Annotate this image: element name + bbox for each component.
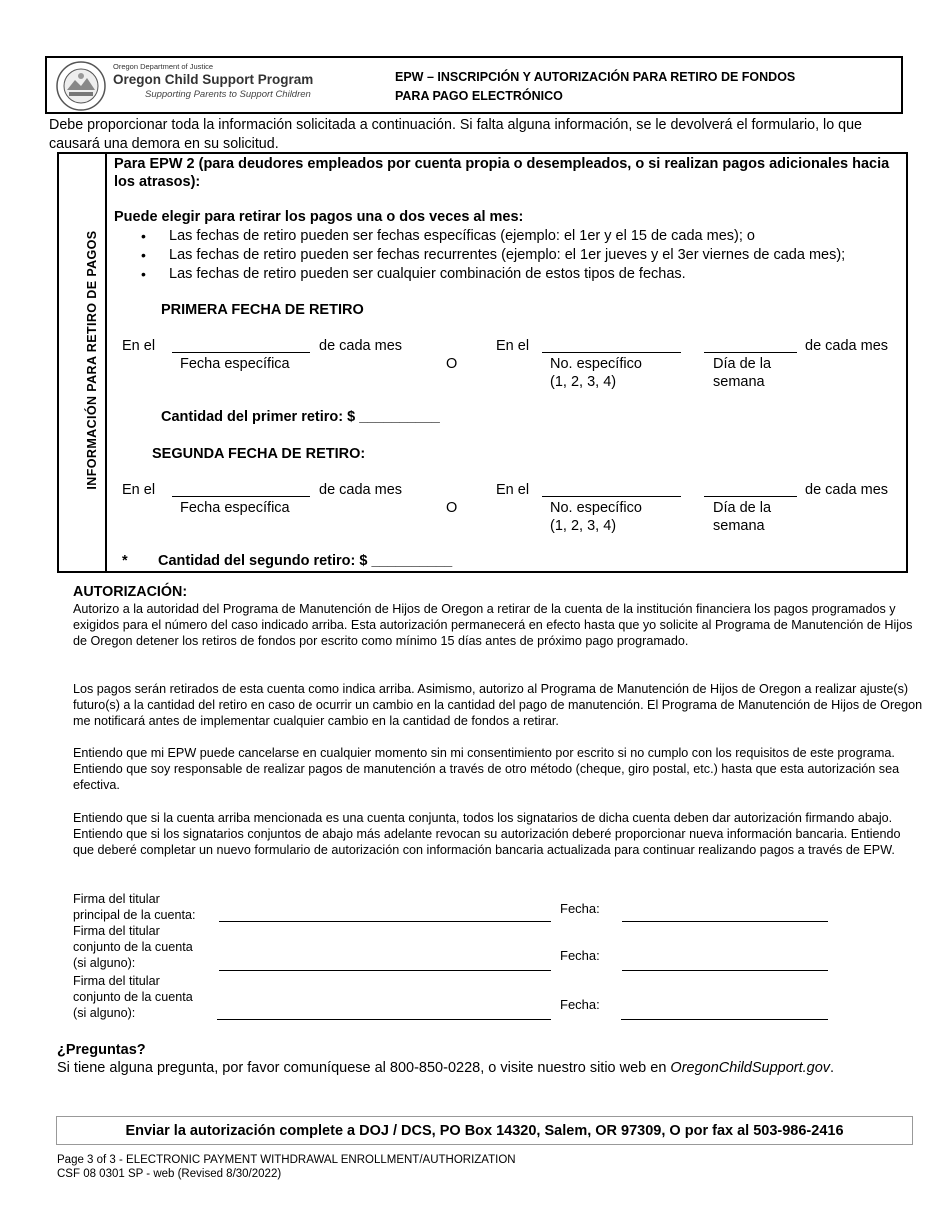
form-title-line2: PARA PAGO ELECTRÓNICO bbox=[395, 89, 563, 103]
second-weekday-field[interactable] bbox=[704, 496, 797, 497]
de-cada-mes-label: de cada mes bbox=[805, 482, 889, 498]
questions-body: Si tiene alguna pregunta, por favor comuníquese al 800-850-0228, o visite nuestro sitio web en bbox=[57, 1060, 671, 1076]
joint-signature-label-1 bbox=[73, 923, 218, 971]
de-cada-mes-label: de cada mes bbox=[805, 338, 889, 354]
joint-date-field-1[interactable] bbox=[622, 970, 828, 971]
list-item: • Las fechas de retiro pueden ser cualquier combinación de estos tipos de fechas. bbox=[141, 265, 911, 284]
label-line: principal de la cuenta: bbox=[73, 908, 196, 922]
form-number: CSF 08 0301 SP - web (Revised 8/30/2022) bbox=[57, 1168, 282, 1180]
date-label: Fecha: bbox=[560, 901, 600, 916]
department-name: Oregon Department of Justice bbox=[113, 62, 214, 71]
epw2-heading: Para EPW 2 (para deudores empleados por cuenta propia o desempleados, o si realizan pagos adicionales hacia los atrasos): bbox=[114, 156, 890, 190]
primary-signature-field[interactable] bbox=[219, 921, 551, 922]
second-specific-date-field[interactable] bbox=[172, 496, 310, 497]
program-tagline: Supporting Parents to Support Children bbox=[145, 89, 311, 100]
first-specific-date-field[interactable] bbox=[172, 352, 310, 353]
choose-instructions: Puede elegir para retirar los pagos una o dos veces al mes: bbox=[114, 209, 524, 225]
questions-heading: ¿Preguntas? bbox=[57, 1042, 146, 1058]
program-name: Oregon Child Support Program bbox=[113, 72, 314, 87]
de-cada-mes-label: de cada mes bbox=[319, 482, 403, 498]
questions-text bbox=[57, 1060, 834, 1076]
primary-date-field[interactable] bbox=[622, 921, 828, 922]
second-amount-field[interactable]: Cantidad del segundo retiro: $ __________ bbox=[158, 553, 453, 569]
semana-caption: semana bbox=[713, 374, 765, 390]
first-ordinal-field[interactable] bbox=[542, 352, 681, 353]
joint-signature-label-2 bbox=[73, 973, 218, 1021]
or-label: O bbox=[446, 356, 458, 372]
en-el-label: En el bbox=[122, 482, 156, 498]
label-line: Firma del titular bbox=[73, 924, 160, 938]
mailing-instructions: Enviar la autorización complete a DOJ / DCS, PO Box 14320, Salem, OR 97309, O por fax al 503-986-2416 bbox=[125, 1123, 844, 1139]
date-label: Fecha: bbox=[560, 997, 600, 1012]
en-el-label: En el bbox=[122, 338, 156, 354]
asterisk: * bbox=[122, 553, 128, 569]
label-line: Firma del titular bbox=[73, 974, 160, 988]
joint-signature-field-2[interactable] bbox=[217, 1019, 551, 1020]
page-footer-title: Page 3 of 3 - ELECTRONIC PAYMENT WITHDRAWAL ENROLLMENT/AUTHORIZATION bbox=[57, 1154, 516, 1166]
joint-signature-field-1[interactable] bbox=[219, 970, 551, 971]
list-item: • Las fechas de retiro pueden ser fechas específicas (ejemplo: el 1er y el 15 de cada mes); o bbox=[141, 227, 911, 246]
no-especifico-caption: No. específico bbox=[550, 356, 642, 372]
questions-period: . bbox=[830, 1060, 835, 1076]
date-options-list bbox=[141, 227, 911, 284]
or-label: O bbox=[446, 500, 458, 516]
label-line: Firma del titular bbox=[73, 892, 160, 906]
fecha-especifica-caption: Fecha específica bbox=[180, 500, 290, 516]
label-line: conjunto de la cuenta bbox=[73, 940, 193, 954]
form-title-line1: EPW – INSCRIPCIÓN Y AUTORIZACIÓN PARA RETIRO DE FONDOS bbox=[395, 70, 796, 84]
side-label: INFORMACIÓN PARA RETIRO DE PAGOS bbox=[85, 230, 99, 490]
second-ordinal-field[interactable] bbox=[542, 496, 681, 497]
authorization-paragraph-3: Entiendo que mi EPW puede cancelarse en cualquier momento sin mi consentimiento por escrito si no cumplo con los requisitos de este programa. Entiendo que soy responsable de realizar pagos de manutención a través de otro método (cheque, giro postal, etc.) hasta que esta autorización sea efectiva. bbox=[73, 746, 900, 792]
en-el-label: En el bbox=[496, 338, 530, 354]
label-line: conjunto de la cuenta bbox=[73, 990, 193, 1004]
authorization-paragraph-2: Los pagos serán retirados de esta cuenta como indica arriba. Asimismo, autorizo al Programa de Manutención de Hijos de Oregon a realizar ajuste(s) futuro(s) a la cantidad del retiro en caso de ocurrir un cambio en la cantidad del pago de manutención. El Programa de Manutención de Hijos de Oregon me notificará antes de implementar cualquier cambio en la cantidad de fondos a retirar. bbox=[73, 682, 923, 728]
list-item: • Las fechas de retiro pueden ser fechas recurrentes (ejemplo: el 1er jueves y el 3er viernes de cada mes); bbox=[141, 246, 911, 265]
en-el-label: En el bbox=[496, 482, 530, 498]
joint-date-field-2[interactable] bbox=[621, 1019, 828, 1020]
semana-caption: semana bbox=[713, 518, 765, 534]
oregon-state-seal-icon bbox=[53, 60, 109, 112]
label-line: (si alguno): bbox=[73, 956, 136, 970]
dia-de-la-caption: Día de la bbox=[713, 500, 772, 516]
second-date-heading: SEGUNDA FECHA DE RETIRO: bbox=[152, 446, 366, 462]
de-cada-mes-label: de cada mes bbox=[319, 338, 403, 354]
first-date-heading: PRIMERA FECHA DE RETIRO bbox=[161, 302, 364, 318]
no-especifico-range: (1, 2, 3, 4) bbox=[550, 518, 617, 534]
first-weekday-field[interactable] bbox=[704, 352, 797, 353]
no-especifico-caption: No. específico bbox=[550, 500, 642, 516]
primary-signature-label bbox=[73, 891, 218, 923]
website-link[interactable]: OregonChildSupport.gov bbox=[670, 1060, 831, 1076]
first-amount-field[interactable]: Cantidad del primer retiro: $ __________ bbox=[161, 409, 440, 425]
fecha-especifica-caption: Fecha específica bbox=[180, 356, 290, 372]
authorization-heading: AUTORIZACIÓN: bbox=[73, 584, 188, 600]
intro-instructions: Debe proporcionar toda la información solicitada a continuación. Si falta alguna información, se le devolverá el formulario, lo que causará una demora en su solicitud. bbox=[49, 117, 863, 152]
authorization-paragraph-4: Entiendo que si la cuenta arriba mencionada es una cuenta conjunta, todos los signatarios de dicha cuenta deben dar autorización firmando abajo. Entiendo que si los signatarios conjuntos de abajo más adelante revocan su autorización deberé proporcionar nueva información bancaria. Entiendo que deberé completar un nuevo formulario de autorización con información bancaria actualizada para continuar realizando pagos a través de EPW. bbox=[73, 811, 901, 857]
no-especifico-range: (1, 2, 3, 4) bbox=[550, 374, 617, 390]
dia-de-la-caption: Día de la bbox=[713, 356, 772, 372]
date-label: Fecha: bbox=[560, 948, 600, 963]
authorization-paragraph-1: Autorizo a la autoridad del Programa de Manutención de Hijos de Oregon a retirar de la cuenta de la institución financiera los pagos programados y exigidos para el número del caso indicado arriba. Esta autorización permanecerá en efecto hasta que yo solicite al Programa de Manutención de Hijos de Oregon detener los retiros de fondos por escrito como mínimo 15 días antes de próximo pago programado. bbox=[73, 602, 913, 648]
label-line: (si alguno): bbox=[73, 1006, 136, 1020]
